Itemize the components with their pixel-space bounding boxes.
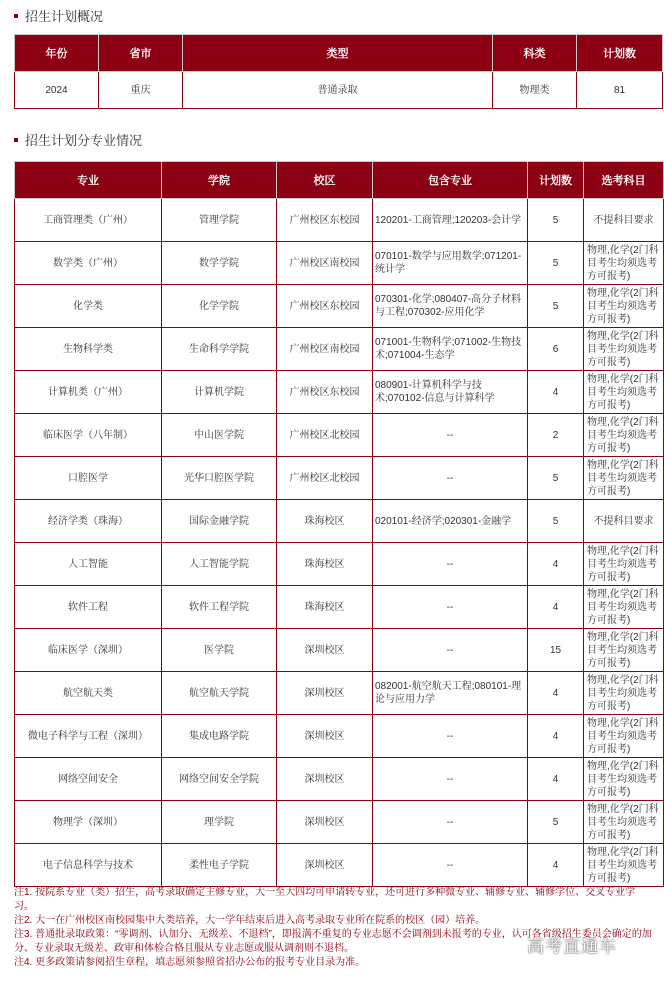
subject-requirement: 物理,化学(2门科目考生均须选考方可报考): [584, 457, 664, 500]
major-name: 化学类: [15, 285, 162, 328]
campus: 深圳校区: [277, 672, 373, 715]
table-row: [15, 629, 664, 672]
table-row: [15, 457, 664, 500]
included-majors: --: [373, 844, 528, 887]
overview-province: 重庆: [99, 72, 183, 109]
watermark: 高考直通车: [527, 937, 617, 956]
college: 化学学院: [162, 285, 277, 328]
campus: 广州校区南校园: [277, 328, 373, 371]
college: 国际金融学院: [162, 500, 277, 543]
college: 集成电路学院: [162, 715, 277, 758]
college: 理学院: [162, 801, 277, 844]
plan-count: 4: [528, 672, 584, 715]
table-row: [15, 715, 664, 758]
included-majors: --: [373, 586, 528, 629]
major-name: 经济学类（珠海）: [15, 500, 162, 543]
plan-count: 4: [528, 758, 584, 801]
college: 航空航天学院: [162, 672, 277, 715]
majors-table: [14, 161, 664, 887]
major-name: 数学类（广州）: [15, 242, 162, 285]
header-plan-count: 计划数: [577, 35, 663, 72]
table-row: [15, 414, 664, 457]
table-row: [15, 199, 664, 242]
overview-table: [14, 34, 663, 109]
college: 数学学院: [162, 242, 277, 285]
section-title-text: 招生计划概况: [25, 9, 104, 24]
table-row: [15, 285, 664, 328]
campus: 珠海校区: [277, 586, 373, 629]
included-majors: --: [373, 629, 528, 672]
included-majors: 071001-生物科学;071002-生物技术;071004-生态学: [373, 328, 528, 371]
table-row: [15, 844, 664, 887]
header-province: 省市: [99, 35, 183, 72]
campus: 深圳校区: [277, 801, 373, 844]
subject-requirement: 物理,化学(2门科目考生均须选考方可报考): [584, 242, 664, 285]
overview-plan-count: 81: [577, 72, 663, 109]
overview-category: 物理类: [493, 72, 577, 109]
table-row: [15, 672, 664, 715]
plan-count: 5: [528, 500, 584, 543]
college: 网络空间安全学院: [162, 758, 277, 801]
included-majors: --: [373, 414, 528, 457]
campus: 珠海校区: [277, 543, 373, 586]
included-majors: 080901-计算机科学与技术;070102-信息与计算科学: [373, 371, 528, 414]
major-name: 临床医学（八年制）: [15, 414, 162, 457]
table-row: [15, 371, 664, 414]
included-majors: --: [373, 457, 528, 500]
major-name: 电子信息科学与技术: [15, 844, 162, 887]
college: 柔性电子学院: [162, 844, 277, 887]
subject-requirement: 物理,化学(2门科目考生均须选考方可报考): [584, 285, 664, 328]
table-row: [15, 242, 664, 285]
subject-requirement: 物理,化学(2门科目考生均须选考方可报考): [584, 543, 664, 586]
subject-requirement: 物理,化学(2门科目考生均须选考方可报考): [584, 328, 664, 371]
subject-requirement: 物理,化学(2门科目考生均须选考方可报考): [584, 629, 664, 672]
major-name: 口腔医学: [15, 457, 162, 500]
included-majors: 082001-航空航天工程;080101-理论与应用力学: [373, 672, 528, 715]
subject-requirement: 不提科目要求: [584, 199, 664, 242]
plan-count: 5: [528, 457, 584, 500]
table-row: [15, 328, 664, 371]
major-name: 临床医学（深圳）: [15, 629, 162, 672]
table-row: [15, 801, 664, 844]
major-name: 航空航天类: [15, 672, 162, 715]
section-title-text: 招生计划分专业情况: [25, 133, 143, 148]
campus: 广州校区南校园: [277, 242, 373, 285]
major-name: 软件工程: [15, 586, 162, 629]
subject-requirement: 不提科目要求: [584, 500, 664, 543]
plan-count: 5: [528, 199, 584, 242]
campus: 深圳校区: [277, 758, 373, 801]
subject-requirement: 物理,化学(2门科目考生均须选考方可报考): [584, 801, 664, 844]
college: 生命科学学院: [162, 328, 277, 371]
header-category: 科类: [493, 35, 577, 72]
subject-requirement: 物理,化学(2门科目考生均须选考方可报考): [584, 715, 664, 758]
college: 中山医学院: [162, 414, 277, 457]
plan-count: 4: [528, 715, 584, 758]
included-majors: --: [373, 758, 528, 801]
college: 光华口腔医学院: [162, 457, 277, 500]
plan-count: 4: [528, 543, 584, 586]
college: 医学院: [162, 629, 277, 672]
major-name: 生物科学类: [15, 328, 162, 371]
subject-requirement: 物理,化学(2门科目考生均须选考方可报考): [584, 844, 664, 887]
section-title-overview: [14, 6, 103, 25]
table-row: [15, 543, 664, 586]
note-1: 注1. 按院系专业（类）招生，高考录取确定主修专业，大一至大四均可申请转专业，还可进行多种微专业、辅修专业、辅修学位、交叉专业学习。: [14, 887, 636, 912]
college: 人工智能学院: [162, 543, 277, 586]
plan-count: 6: [528, 328, 584, 371]
included-majors: --: [373, 543, 528, 586]
header-campus: 校区: [277, 162, 373, 199]
campus: 广州校区北校园: [277, 414, 373, 457]
campus: 广州校区东校园: [277, 199, 373, 242]
overview-type: 普通录取: [183, 72, 493, 109]
major-name: 微电子科学与工程（深圳）: [15, 715, 162, 758]
included-majors: --: [373, 801, 528, 844]
major-name: 计算机类（广州）: [15, 371, 162, 414]
majors-header-row: [15, 162, 664, 199]
college: 计算机学院: [162, 371, 277, 414]
campus: 珠海校区: [277, 500, 373, 543]
campus: 广州校区北校园: [277, 457, 373, 500]
header-subjects: 选考科目: [584, 162, 664, 199]
header-included-majors: 包含专业: [373, 162, 528, 199]
title-marker: [14, 138, 18, 142]
plan-count: 5: [528, 801, 584, 844]
overview-header-row: [15, 35, 663, 72]
subject-requirement: 物理,化学(2门科目考生均须选考方可报考): [584, 758, 664, 801]
college: 管理学院: [162, 199, 277, 242]
included-majors: 020101-经济学;020301-金融学: [373, 500, 528, 543]
plan-count: 5: [528, 285, 584, 328]
subject-requirement: 物理,化学(2门科目考生均须选考方可报考): [584, 371, 664, 414]
campus: 深圳校区: [277, 844, 373, 887]
included-majors: --: [373, 715, 528, 758]
campus: 广州校区东校园: [277, 371, 373, 414]
header-plan-count: 计划数: [528, 162, 584, 199]
major-name: 人工智能: [15, 543, 162, 586]
plan-count: 15: [528, 629, 584, 672]
subject-requirement: 物理,化学(2门科目考生均须选考方可报考): [584, 672, 664, 715]
note-4: 注4. 更多政策请参阅招生章程，填志愿须参照省招办公布的报考专业目录为准。: [14, 957, 366, 968]
title-marker: [14, 14, 18, 18]
campus: 广州校区东校园: [277, 285, 373, 328]
header-major: 专业: [15, 162, 162, 199]
section-title-majors: [14, 130, 142, 149]
notes: [14, 886, 654, 970]
note-3: 注3. 普通批录取政策：“零调剂、认加分、无级差、不退档”，即报满不重复的专业志愿不会调剂到未报考的专业，认可各省级招生委员会确定的加分、专业录取无级差、政审和体检合格且服从专业志愿或服从调剂则不退档。: [14, 929, 652, 954]
table-row: [15, 758, 664, 801]
plan-count: 4: [528, 371, 584, 414]
plan-count: 2: [528, 414, 584, 457]
overview-row: [15, 72, 663, 109]
plan-count: 4: [528, 586, 584, 629]
table-row: [15, 500, 664, 543]
note-2: 注2. 大一在广州校区南校园集中大类培养，大一学年结束后进入高考录取专业所在院系的校区（园）培养。: [14, 915, 486, 926]
campus: 深圳校区: [277, 629, 373, 672]
subject-requirement: 物理,化学(2门科目考生均须选考方可报考): [584, 586, 664, 629]
campus: 深圳校区: [277, 715, 373, 758]
header-college: 学院: [162, 162, 277, 199]
included-majors: 070101-数学与应用数学;071201-统计学: [373, 242, 528, 285]
included-majors: 120201-工商管理;120203-会计学: [373, 199, 528, 242]
major-name: 物理学（深圳）: [15, 801, 162, 844]
majors-table-body: [15, 199, 664, 887]
overview-year: 2024: [15, 72, 99, 109]
plan-count: 5: [528, 242, 584, 285]
subject-requirement: 物理,化学(2门科目考生均须选考方可报考): [584, 414, 664, 457]
major-name: 工商管理类（广州）: [15, 199, 162, 242]
major-name: 网络空间安全: [15, 758, 162, 801]
table-row: [15, 586, 664, 629]
header-type: 类型: [183, 35, 493, 72]
college: 软件工程学院: [162, 586, 277, 629]
plan-count: 4: [528, 844, 584, 887]
included-majors: 070301-化学;080407-高分子材料与工程;070302-应用化学: [373, 285, 528, 328]
header-year: 年份: [15, 35, 99, 72]
